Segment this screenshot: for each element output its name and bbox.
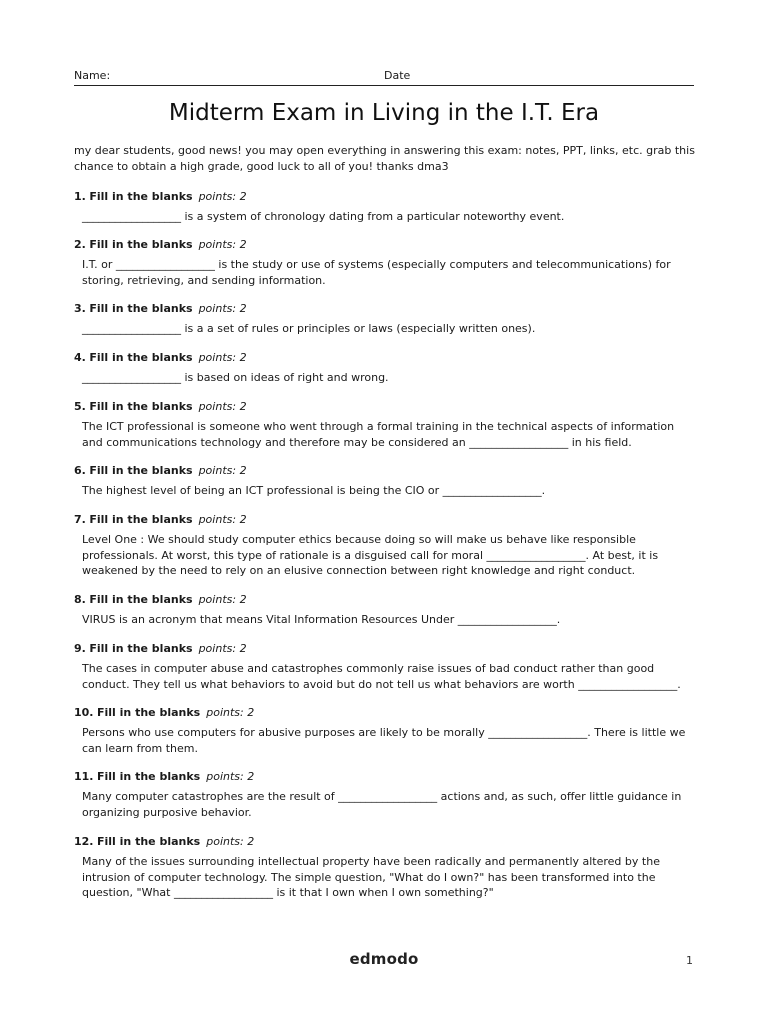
question-number: 1. bbox=[74, 190, 86, 203]
question-text: Many computer catastrophes are the result of __________________ actions and, as such, offer little guidance in organizing purposive behavior. bbox=[82, 790, 682, 819]
question-type: Fill in the blanks bbox=[97, 770, 201, 783]
question-3 bbox=[74, 302, 704, 337]
question-type: Fill in the blanks bbox=[89, 238, 193, 251]
question-points: points: 2 bbox=[198, 190, 247, 203]
question-points: points: 2 bbox=[206, 835, 255, 848]
question-text: The cases in computer abuse and catastrophes commonly raise issues of bad conduct rather than good conduct. They tell us what behaviors to avoid but do not tell us what behaviors are worth __________________. bbox=[82, 662, 681, 691]
question-header bbox=[74, 190, 704, 204]
question-text: I.T. or __________________ is the study or use of systems (especially computers and telecommunications) for storing, retrieving, and sending information. bbox=[82, 258, 671, 287]
question-text: Level One : We should study computer ethics because doing so will make us behave like responsible professionals. At worst, this type of rationale is a disguised call for moral __________________. At best, it is weakened by the need to rely on an elusive connection between right knowledge and right conduct. bbox=[82, 533, 659, 577]
question-text: Persons who use computers for abusive purposes are likely to be morally __________________. There is little we can learn from them. bbox=[82, 726, 686, 755]
question-number: 2. bbox=[74, 238, 86, 251]
question-number: 12. bbox=[74, 835, 94, 848]
question-points: points: 2 bbox=[198, 464, 247, 477]
question-header bbox=[74, 238, 704, 252]
question-4 bbox=[74, 351, 704, 386]
question-number: 4. bbox=[74, 351, 86, 364]
question-points: points: 2 bbox=[198, 642, 247, 655]
question-header bbox=[74, 513, 704, 527]
question-11 bbox=[74, 770, 704, 820]
question-10 bbox=[74, 706, 704, 756]
question-points: points: 2 bbox=[198, 238, 247, 251]
question-points: points: 2 bbox=[198, 400, 247, 413]
question-text: __________________ is based on ideas of right and wrong. bbox=[82, 371, 389, 384]
question-text: The highest level of being an ICT professional is being the CIO or __________________. bbox=[82, 484, 546, 497]
question-2 bbox=[74, 238, 704, 288]
question-8 bbox=[74, 593, 704, 628]
question-7 bbox=[74, 513, 704, 579]
question-number: 5. bbox=[74, 400, 86, 413]
question-type: Fill in the blanks bbox=[89, 302, 193, 315]
question-text: __________________ is a a set of rules or principles or laws (especially written ones). bbox=[82, 322, 536, 335]
question-header bbox=[74, 400, 704, 414]
question-text: VIRUS is an acronym that means Vital Information Resources Under __________________. bbox=[82, 613, 561, 626]
question-header bbox=[74, 835, 704, 849]
question-points: points: 2 bbox=[198, 513, 247, 526]
page-number: 1 bbox=[686, 954, 693, 967]
question-type: Fill in the blanks bbox=[89, 593, 193, 606]
question-text: Many of the issues surrounding intellectual property have been radically and permanently altered by the intrusion of computer technology. The simple question, "What do I own?" has been transformed into the question, "What __________________ is it that I own when I own something?" bbox=[82, 855, 660, 899]
question-number: 8. bbox=[74, 593, 86, 606]
intro-text: my dear students, good news! you may open everything in answering this exam: notes, PPT, links, etc. grab this chance to obtain a high grade, good luck to all of you! thanks dma3 bbox=[74, 144, 695, 173]
question-type: Fill in the blanks bbox=[89, 513, 193, 526]
question-number: 6. bbox=[74, 464, 86, 477]
question-type: Fill in the blanks bbox=[97, 835, 201, 848]
name-label: Name: bbox=[74, 69, 111, 82]
question-type: Fill in the blanks bbox=[97, 706, 201, 719]
question-text: The ICT professional is someone who went through a formal training in the technical aspects of information and communications technology and therefore may be considered an __________________ in his field. bbox=[82, 420, 675, 449]
question-points: points: 2 bbox=[198, 351, 247, 364]
question-12 bbox=[74, 835, 704, 901]
question-header bbox=[74, 464, 704, 478]
name-date-line bbox=[74, 69, 694, 86]
question-number: 3. bbox=[74, 302, 86, 315]
question-type: Fill in the blanks bbox=[89, 190, 193, 203]
question-points: points: 2 bbox=[206, 770, 255, 783]
question-header bbox=[74, 706, 704, 720]
question-header bbox=[74, 770, 704, 784]
question-number: 11. bbox=[74, 770, 94, 783]
question-9 bbox=[74, 642, 704, 692]
question-type: Fill in the blanks bbox=[89, 351, 193, 364]
question-points: points: 2 bbox=[198, 593, 247, 606]
question-points: points: 2 bbox=[198, 302, 247, 315]
question-type: Fill in the blanks bbox=[89, 464, 193, 477]
question-number: 7. bbox=[74, 513, 86, 526]
date-label: Date bbox=[384, 69, 411, 82]
edmodo-logo: edmodo bbox=[349, 950, 419, 968]
question-text: __________________ is a system of chronology dating from a particular noteworthy event. bbox=[82, 210, 565, 223]
question-6 bbox=[74, 464, 704, 499]
question-points: points: 2 bbox=[206, 706, 255, 719]
question-5 bbox=[74, 400, 704, 450]
question-number: 9. bbox=[74, 642, 86, 655]
page-title: Midterm Exam in Living in the I.T. Era bbox=[168, 100, 600, 126]
question-1 bbox=[74, 190, 704, 225]
question-type: Fill in the blanks bbox=[89, 400, 193, 413]
question-header bbox=[74, 593, 704, 607]
question-header bbox=[74, 302, 704, 316]
question-type: Fill in the blanks bbox=[89, 642, 193, 655]
question-header bbox=[74, 351, 704, 365]
question-header bbox=[74, 642, 704, 656]
question-number: 10. bbox=[74, 706, 94, 719]
